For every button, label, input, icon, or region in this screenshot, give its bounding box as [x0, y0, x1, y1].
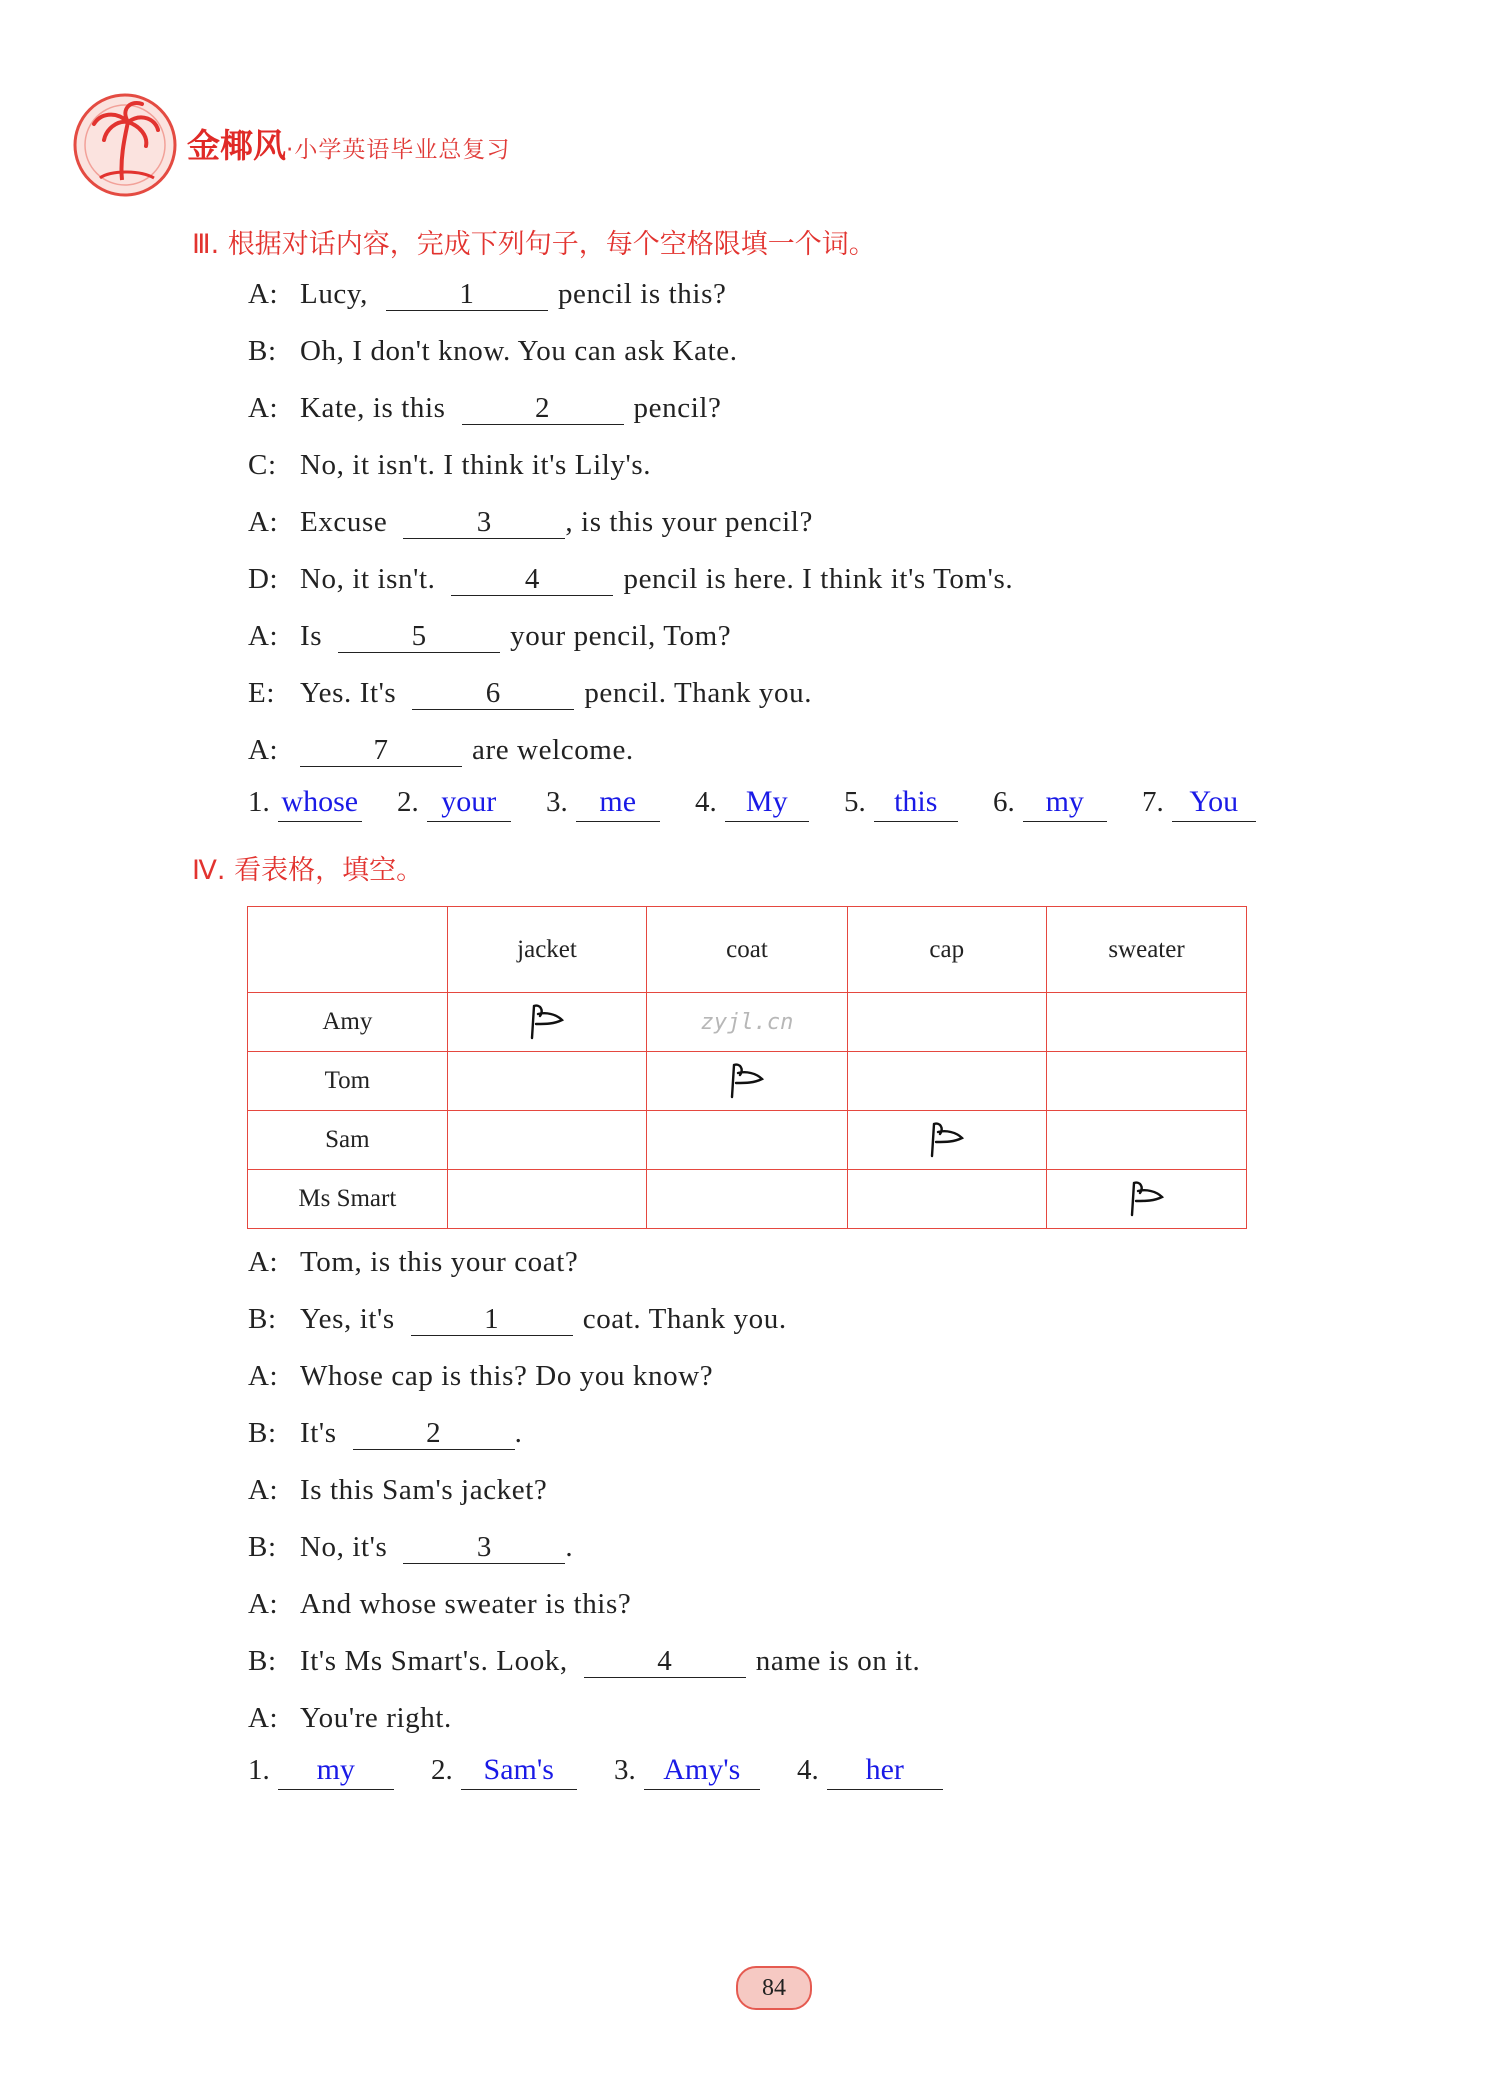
row-name: Ms Smart [248, 1170, 448, 1229]
line-text-post: pencil. Thank you. [584, 677, 813, 709]
speaker-label: A: [248, 392, 279, 424]
answer-text: whose [278, 787, 362, 822]
speaker-label: E: [248, 677, 275, 709]
answer-number: 2. [397, 786, 419, 818]
blank-number: 3 [403, 506, 565, 539]
table-header-cell: sweater [1047, 907, 1247, 993]
dialogue-line [248, 1588, 631, 1621]
answer-text: this [874, 787, 958, 822]
table-cell [1047, 1111, 1247, 1170]
line-text: Oh, I don't know. You can ask Kate. [300, 335, 738, 367]
answer-text: Sam's [461, 1755, 577, 1790]
line-text-pre: Kate, is this [300, 392, 446, 424]
line-text-post: . [565, 1531, 574, 1563]
line-text: You're right. [300, 1702, 452, 1734]
speaker-label: C: [248, 449, 277, 481]
answer-number: 3. [546, 786, 568, 818]
blank-number: 6 [412, 677, 574, 710]
blank-number: 4 [451, 563, 613, 596]
table-header-cell: jacket [447, 907, 647, 993]
line-text-pre: Yes. It's [300, 677, 397, 709]
section-3-title: Ⅲ. 根据对话内容，完成下列句子，每个空格限填一个词。 [192, 229, 876, 260]
speaker-label: B: [248, 1303, 277, 1335]
flag-mark-icon [1124, 1179, 1170, 1219]
blank-number: 7 [300, 734, 462, 767]
row-name: Amy [248, 993, 448, 1052]
dialogue-line [248, 620, 731, 653]
line-text-pre: Excuse [300, 506, 388, 538]
speaker-label: A: [248, 1246, 279, 1278]
row-name: Tom [248, 1052, 448, 1111]
table-cell [847, 1170, 1046, 1229]
answer-number: 4. [797, 1754, 819, 1786]
line-text: Tom, is this your coat? [300, 1246, 579, 1278]
table-cell [447, 993, 647, 1052]
answer-text: My [725, 787, 809, 822]
page-number: 84 [736, 1966, 812, 2010]
table-row [248, 1052, 1247, 1111]
table-cell [847, 1111, 1046, 1170]
line-text-pre: Yes, it's [300, 1303, 395, 1335]
line-text-post: pencil is here. I think it's Tom's. [623, 563, 1014, 595]
answer-text: me [576, 787, 660, 822]
table-header-cell [248, 907, 448, 993]
dialogue-line [248, 449, 651, 482]
table-cell [647, 1111, 847, 1170]
table-cell [1047, 1052, 1247, 1111]
speaker-label: A: [248, 1474, 279, 1506]
answer-text: her [827, 1755, 943, 1790]
blank-number: 4 [584, 1645, 746, 1678]
dialogue-line [248, 1246, 578, 1279]
table-cell [447, 1170, 647, 1229]
line-text-post: pencil? [633, 392, 722, 424]
dialogue-line [248, 1702, 452, 1735]
answer-text: my [1023, 787, 1107, 822]
answer-number: 4. [695, 786, 717, 818]
flag-mark-icon [724, 1061, 770, 1101]
speaker-label: A: [248, 734, 279, 766]
blank-number: 5 [338, 620, 500, 653]
dialogue-line [248, 278, 726, 311]
speaker-label: A: [248, 1588, 279, 1620]
line-text-pre: It's [300, 1417, 337, 1449]
line-text-pre: No, it isn't. [300, 563, 436, 595]
table-cell [647, 993, 847, 1052]
speaker-label: A: [248, 1702, 279, 1734]
line-text: Is this Sam's jacket? [300, 1474, 548, 1506]
row-name: Sam [248, 1111, 448, 1170]
palm-tree-logo-icon [70, 90, 180, 200]
answer-text: You [1172, 787, 1256, 822]
dialogue-line [248, 563, 1013, 596]
answer-number: 3. [614, 1754, 636, 1786]
blank-number: 1 [411, 1303, 573, 1336]
answer-text: my [278, 1755, 394, 1790]
blank-number: 1 [386, 278, 548, 311]
table-row [248, 1111, 1247, 1170]
line-text-post: , is this your pencil? [565, 506, 813, 538]
dialogue-line [248, 1645, 920, 1678]
brand-title [187, 120, 510, 167]
dialogue-line [248, 677, 812, 710]
speaker-label: B: [248, 1531, 277, 1563]
brand-dot: · [286, 137, 295, 163]
dialogue-line [248, 1474, 547, 1507]
answer-row-3 [248, 786, 1284, 822]
line-text-post: pencil is this? [557, 278, 727, 310]
table-cell [447, 1052, 647, 1111]
table-cell [847, 993, 1046, 1052]
page-header [70, 90, 670, 200]
dialogue-line [248, 1360, 713, 1393]
answer-text: your [427, 787, 511, 822]
blank-number: 2 [462, 392, 624, 425]
table-header-cell: coat [647, 907, 847, 993]
answer-text: Amy's [644, 1755, 760, 1790]
table-cell [447, 1111, 647, 1170]
line-text-pre: Is [300, 620, 323, 652]
line-text-post: are welcome. [472, 734, 634, 766]
line-text: And whose sweater is this? [300, 1588, 632, 1620]
dialogue-line [248, 1531, 573, 1564]
table-cell [1047, 1170, 1247, 1229]
answer-number: 7. [1142, 786, 1164, 818]
table-header-row [248, 907, 1247, 993]
line-text-pre: It's Ms Smart's. Look, [300, 1645, 568, 1677]
speaker-label: A: [248, 1360, 279, 1392]
table-cell [847, 1052, 1046, 1111]
speaker-label: A: [248, 620, 279, 652]
table-cell [647, 1170, 847, 1229]
answer-number: 5. [844, 786, 866, 818]
blank-number: 2 [353, 1417, 515, 1450]
line-text-post: your pencil, Tom? [510, 620, 732, 652]
line-text: No, it isn't. I think it's Lily's. [300, 449, 652, 481]
blank-number: 3 [403, 1531, 565, 1564]
line-text: Whose cap is this? Do you know? [300, 1360, 714, 1392]
brand-name: 金椰风 [187, 126, 286, 165]
line-text-pre: No, it's [300, 1531, 388, 1563]
speaker-label: B: [248, 1417, 277, 1449]
speaker-label: A: [248, 506, 279, 538]
line-text-pre: Lucy, [300, 278, 368, 310]
speaker-label: B: [248, 1645, 277, 1677]
clothing-table [247, 906, 1247, 1229]
dialogue-line [248, 734, 634, 767]
flag-mark-icon [924, 1120, 970, 1160]
section-4-title: Ⅳ. 看表格，填空。 [192, 855, 424, 886]
table-cell [647, 1052, 847, 1111]
answer-number: 1. [248, 786, 270, 818]
speaker-label: B: [248, 335, 277, 367]
speaker-label: A: [248, 278, 279, 310]
table-cell [1047, 993, 1247, 1052]
answer-number: 1. [248, 1754, 270, 1786]
answer-number: 2. [431, 1754, 453, 1786]
brand-subtitle: 小学英语毕业总复习 [294, 137, 511, 163]
line-text-post: name is on it. [755, 1645, 921, 1677]
line-text-post: coat. Thank you. [582, 1303, 787, 1335]
dialogue-line [248, 506, 813, 539]
line-text-post: . [514, 1417, 523, 1449]
dialogue-line [248, 1417, 523, 1450]
speaker-label: D: [248, 563, 279, 595]
dialogue-line [248, 392, 721, 425]
answer-row-4 [248, 1754, 943, 1790]
table-header-cell: cap [847, 907, 1046, 993]
flag-mark-icon [524, 1002, 570, 1042]
dialogue-line [248, 335, 738, 368]
watermark-text: zyjl.cn [700, 1010, 794, 1035]
table-row [248, 1170, 1247, 1229]
table-row [248, 993, 1247, 1052]
answer-number: 6. [993, 786, 1015, 818]
dialogue-line [248, 1303, 787, 1336]
